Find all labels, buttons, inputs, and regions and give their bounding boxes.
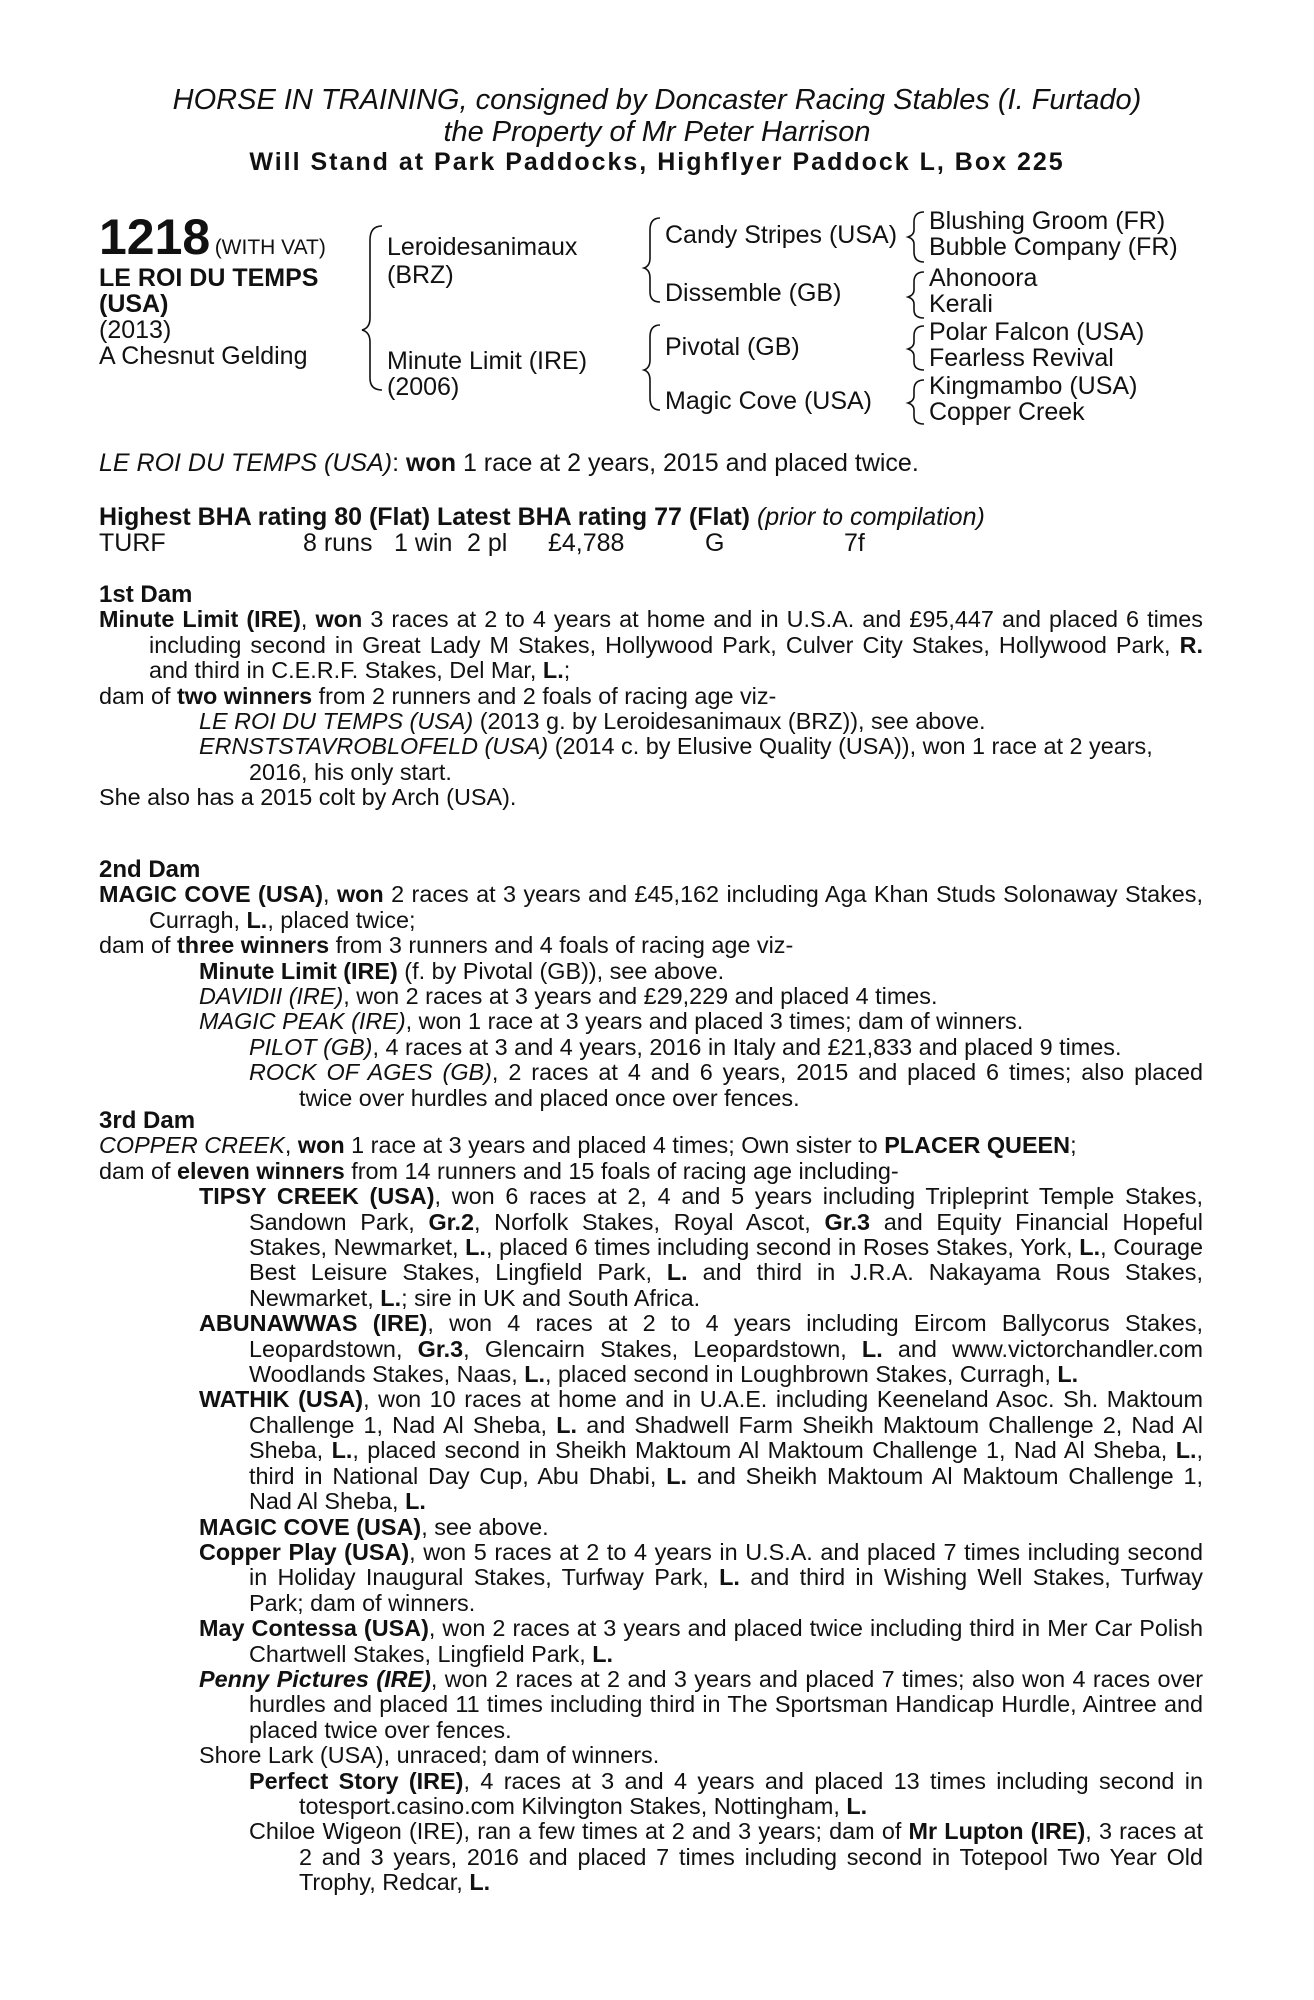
record-wins: 1 win: [394, 529, 453, 557]
offspring-text: , Glencairn Stakes, Leopardstown,: [463, 1335, 862, 1362]
offspring-text: , placed second in Sheikh Maktoum Al Maktoum Challenge 1, Nad Al Sheba,: [352, 1437, 1176, 1464]
horse-country: (USA): [99, 290, 169, 318]
listed-mark: L.: [331, 1437, 353, 1464]
dam-year: (2006): [387, 373, 460, 401]
first-dam-text: and third in C.E.R.F. Stakes, Del Mar,: [149, 657, 543, 684]
produce-text: from 2 runners and 2 foals of racing age viz-: [312, 682, 777, 709]
consignor-line: HORSE IN TRAINING, consigned by Doncaster Racing Stables (I. Furtado): [172, 84, 1142, 116]
grand-offspring-text: , 2 races at 4 and 6 years, 2015 and placed 6 times; also placed twice over hurdles and placed once over fences.: [299, 1059, 1204, 1111]
record-placed: 2 pl: [467, 529, 508, 557]
grand-offspring-entry: [99, 1819, 1203, 1895]
offspring-text: (2014 c. by Elusive Quality (USA)), won 1 race at 2 years, 2016, his only start.: [249, 733, 1153, 785]
grand-offspring-text: Chiloe Wigeon (IRE), ran a few times at 2 and 3 years; dam of: [249, 1818, 909, 1845]
listed-mark: L.: [469, 1869, 491, 1896]
offspring-text: , won 6 races at 2, 4 and 5 years including Tripleprint Temple Stakes, Sandown Park,: [249, 1183, 1203, 1235]
dam-dam: Magic Cove (USA): [665, 387, 872, 415]
brace-dd: [908, 380, 924, 424]
offspring-text: and Equity Financial Hopeful Stakes, Newmarket,: [249, 1208, 1203, 1261]
grand-offspring-entry: [99, 1035, 1203, 1060]
record-going: G: [705, 529, 725, 557]
ds-dam: Fearless Revival: [929, 344, 1114, 372]
listed-mark: L.: [1079, 1234, 1101, 1261]
sire-country: (BRZ): [387, 261, 454, 289]
brace-ss: [908, 212, 924, 262]
offspring-name: MAGIC COVE (USA): [199, 1513, 422, 1540]
third-dam-title: 3rd Dam: [99, 1107, 196, 1134]
record-earnings: £4,788: [548, 529, 625, 557]
listed-mark: L.: [465, 1234, 486, 1261]
dam-sire: Pivotal (GB): [665, 333, 800, 361]
second-dam-produce: [99, 933, 1203, 958]
offspring-name: ERNSTSTAVROBLOFELD (USA): [199, 733, 549, 760]
first-dam-produce: [99, 684, 1203, 709]
produce-text: from 3 runners and 4 foals of racing age viz-: [329, 932, 794, 959]
grand-offspring-name: PILOT (GB): [249, 1033, 373, 1060]
offspring-entry: [99, 1311, 1203, 1387]
second-dam-name: MAGIC COVE (USA): [99, 881, 324, 908]
offspring-text: , won 1 race at 3 years and placed 3 times; dam of winners.: [405, 1008, 1024, 1035]
offspring-text: , placed second in Loughbrown Stakes, Curragh,: [545, 1361, 1058, 1388]
listed-mark: L.: [666, 1259, 688, 1286]
won-label: won: [297, 1132, 345, 1159]
bha-rating: [99, 504, 985, 530]
bha-rating-values: Highest BHA rating 80 (Flat) Latest BHA rating 77 (Flat): [99, 503, 750, 531]
produce-winners: two winners: [177, 682, 313, 709]
first-dam-title: 1st Dam: [99, 581, 193, 608]
won-label: won: [315, 606, 363, 633]
brace-gen1: [362, 226, 382, 390]
third-dam-text: 1 race at 3 years and placed 4 times; Own sister to: [344, 1132, 885, 1159]
offspring-entry: Shore Lark (USA), unraced; dam of winners.: [199, 1742, 660, 1769]
ss-sire: Blushing Groom (FR): [929, 207, 1166, 235]
listed-mark: L.: [1057, 1361, 1079, 1388]
grand-offspring-name: Mr Lupton (IRE): [908, 1818, 1086, 1845]
grand-offspring-name: ROCK OF AGES (GB): [249, 1059, 492, 1086]
summary-horse-name: LE ROI DU TEMPS (USA): [99, 449, 393, 477]
second-dam-comma: ,: [323, 881, 337, 908]
third-dam-comma: ,: [284, 1132, 298, 1159]
sire-dam: Dissemble (GB): [665, 279, 842, 307]
horse-name: LE ROI DU TEMPS: [99, 264, 319, 292]
second-dam-text: 2 races at 3 years and £45,162 including Aga Khan Studs Solonaway Stakes, Curragh,: [149, 881, 1204, 933]
offspring-entry: [99, 1184, 1203, 1311]
offspring-entry: [99, 1387, 1203, 1514]
offspring-text: , third in National Day Cup, Abu Dhabi,: [249, 1437, 1203, 1489]
offspring-name: Copper Play (USA): [199, 1538, 410, 1565]
offspring-name: LE ROI DU TEMPS (USA): [199, 708, 474, 735]
offspring-entry: [99, 959, 1203, 984]
brace-sire: [644, 218, 660, 302]
produce-winners: three winners: [177, 932, 330, 959]
turf-record: [99, 530, 1203, 556]
record-surface: TURF: [99, 529, 166, 557]
second-dam-section: [99, 857, 1203, 1111]
listed-mark: L.: [542, 657, 564, 684]
summary-rest: 1 race at 2 years, 2015 and placed twice.: [456, 449, 919, 477]
first-dam-text: ;: [563, 657, 571, 684]
offspring-text: , won 5 races at 2 to 4 years in U.S.A. and placed 7 times including second in Holiday Inaugural Stakes, Turfway Park,: [249, 1538, 1203, 1591]
offspring-entry: [99, 1515, 1203, 1540]
offspring-text: , placed 6 times including second in Roses Stakes, York,: [485, 1234, 1080, 1261]
offspring-text: and third in J.R.A. Nakayama Rous Stakes, Newmarket,: [249, 1259, 1204, 1311]
offspring-text: , won 2 races at 3 years and £29,229 and placed 4 times.: [343, 983, 938, 1010]
produce-winners: eleven winners: [177, 1157, 345, 1184]
listed-mark: L.: [1175, 1437, 1197, 1464]
offspring-text: , see above.: [421, 1513, 549, 1540]
first-dam-section: [99, 582, 1203, 811]
produce-text: from 14 runners and 15 foals of racing age including-: [344, 1157, 899, 1184]
restricted-mark: R.: [1179, 631, 1203, 658]
offspring-name: TIPSY CREEK (USA): [199, 1183, 435, 1210]
offspring-name: Penny Pictures (IRE): [199, 1665, 431, 1692]
offspring-name: May Contessa (USA): [199, 1615, 429, 1642]
grand-offspring-entry: [99, 1769, 1203, 1820]
grand-offspring-name: Perfect Story (IRE): [249, 1767, 464, 1794]
offspring-entry: [99, 1667, 1203, 1743]
offspring-entry: [99, 984, 1203, 1009]
third-dam-produce: [99, 1159, 1203, 1184]
owner-line: the Property of Mr Peter Harrison: [443, 116, 871, 148]
horse-year: (2013): [99, 316, 172, 344]
offspring-name: MAGIC PEAK (IRE): [199, 1008, 406, 1035]
offspring-text: (f. by Pivotal (GB)), see above.: [397, 957, 725, 984]
vat-label: (WITH VAT): [214, 236, 326, 259]
ds-sire: Polar Falcon (USA): [929, 318, 1145, 346]
lot-number: 1218: [99, 209, 211, 265]
listed-mark: L.: [719, 1564, 740, 1591]
offspring-text: , won 10 races at home and in U.A.E. including Keeneland Asoc. Sh. Maktoum Challenge 1, Nad Al Sheba,: [249, 1386, 1203, 1438]
sd-dam: Kerali: [929, 290, 993, 318]
listed-mark: L.: [246, 906, 268, 933]
sire-sire: Candy Stripes (USA): [665, 221, 898, 249]
offspring-text: and third in Wishing Well Stakes, Turfway Park; dam of winners.: [249, 1564, 1203, 1616]
stand-location: Will Stand at Park Paddocks, Highflyer Paddock L, Box 225: [249, 148, 1065, 176]
offspring-text: and Shadwell Farm Sheikh Maktoum Challenge 2, Nad Al Sheba,: [249, 1411, 1204, 1464]
sire-name: Leroidesanimaux: [387, 233, 578, 261]
second-dam-record: [99, 882, 1203, 933]
ss-dam: Bubble Company (FR): [929, 233, 1178, 261]
won-label: won: [336, 881, 384, 908]
grand-offspring-text: , 4 races at 3 and 4 years and placed 13 times including second in totesport.casino.com Kilvington Stakes, Nottingham,: [299, 1767, 1204, 1819]
produce-text: dam of: [99, 682, 178, 709]
brace-sd: [908, 272, 924, 318]
record-runs: 8 runs: [303, 529, 373, 557]
listed-mark: L.: [861, 1335, 883, 1362]
offspring-entry: [99, 1540, 1203, 1616]
produce-text: dam of: [99, 932, 178, 959]
offspring-text: ; sire in UK and South Africa.: [401, 1284, 701, 1311]
grand-offspring-text: , 3 races at 2 and 3 years, 2016 and placed 7 times including second in Totepool Two Year Old Trophy, Redcar,: [299, 1818, 1204, 1896]
summary-won: won: [406, 449, 456, 477]
listed-mark: L.: [380, 1284, 402, 1311]
grand-offspring-entry: [99, 1060, 1203, 1111]
offspring-text: and Sheikh Maktoum Al Maktoum Challenge 1, Nad Al Sheba,: [249, 1462, 1203, 1515]
offspring-text: , Norfolk Stakes, Royal Ascot,: [474, 1208, 825, 1235]
offspring-name: DAVIDII (IRE): [199, 983, 344, 1010]
group-mark: Gr.2: [428, 1208, 474, 1235]
first-dam-name: Minute Limit (IRE): [99, 606, 301, 633]
first-dam-note: She also has a 2015 colt by Arch (USA).: [99, 784, 517, 811]
rating-note: (prior to compilation): [756, 503, 985, 531]
offspring-name: WATHIK (USA): [199, 1386, 364, 1413]
offspring-text: , Courage Best Leisure Stakes, Lingfield Park,: [249, 1234, 1203, 1286]
race-summary: LE ROI DU TEMPS (USA): won 1 race at 2 years, 2015 and placed twice.: [99, 449, 919, 477]
dd-sire: Kingmambo (USA): [929, 372, 1138, 400]
first-dam-record: [99, 607, 1203, 683]
offspring-text: , won 2 races at 3 years and placed twice including third in Mer Car Polish Chartwell Stakes, Lingfield Park,: [249, 1615, 1203, 1667]
sd-sire: Ahonoora: [929, 264, 1038, 292]
group-mark: Gr.3: [417, 1335, 464, 1362]
offspring-text: , won 4 races at 2 to 4 years including Eircom Ballycorus Stakes, Leopardstown,: [249, 1310, 1203, 1362]
dd-dam: Copper Creek: [929, 398, 1085, 426]
grand-offspring-text: , 4 races at 3 and 4 years, 2016 in Italy and £21,833 and placed 9 times.: [372, 1033, 1122, 1060]
brace-ds: [908, 326, 924, 370]
offspring-entry: [99, 709, 1203, 734]
produce-text: dam of: [99, 1157, 178, 1184]
listed-mark: L.: [405, 1488, 426, 1515]
third-dam-name: COPPER CREEK: [99, 1132, 285, 1159]
third-dam-section: [99, 1108, 1203, 1896]
first-dam-comma: ,: [300, 606, 316, 633]
offspring-entry: [99, 1616, 1203, 1667]
offspring-entry: [99, 1009, 1203, 1034]
second-dam-title: 2nd Dam: [99, 856, 201, 883]
brace-dam: [644, 325, 660, 410]
sister-name: PLACER QUEEN: [884, 1132, 1071, 1159]
offspring-text: (2013 g. by Leroidesanimaux (BRZ)), see above.: [473, 708, 986, 735]
listed-mark: L.: [666, 1462, 687, 1489]
offspring-name: ABUNAWWAS (IRE): [199, 1310, 428, 1337]
second-dam-text: , placed twice;: [267, 906, 416, 933]
third-dam-text: ;: [1070, 1132, 1077, 1159]
offspring-text: and www.victorchandler.com Woodlands Stakes, Naas,: [249, 1335, 1203, 1388]
offspring-entry: [99, 734, 1203, 785]
offspring-name: Minute Limit (IRE): [199, 957, 398, 984]
group-mark: Gr.3: [824, 1208, 871, 1235]
listed-mark: L.: [846, 1792, 868, 1819]
first-dam-text: 3 races at 2 to 4 years at home and in U.S.A. and £95,447 and placed 6 times including second in Great Lady M Stakes, Hollywood Park, Culver City Stakes, Hollywood Park,: [149, 606, 1203, 658]
offspring-text: , won 2 races at 2 and 3 years and placed 7 times; also won 4 races over hurdles and placed 11 times including third in The Sportsman Handicap Hurdle, Aintree and placed twice over fences.: [249, 1665, 1203, 1743]
dam-name: Minute Limit (IRE): [387, 347, 588, 375]
third-dam-record: [99, 1133, 1203, 1158]
horse-description: A Chesnut Gelding: [99, 342, 308, 370]
listed-mark: L.: [592, 1640, 614, 1667]
record-distance: 7f: [844, 529, 865, 557]
listed-mark: L.: [556, 1411, 578, 1438]
listed-mark: L.: [524, 1361, 546, 1388]
